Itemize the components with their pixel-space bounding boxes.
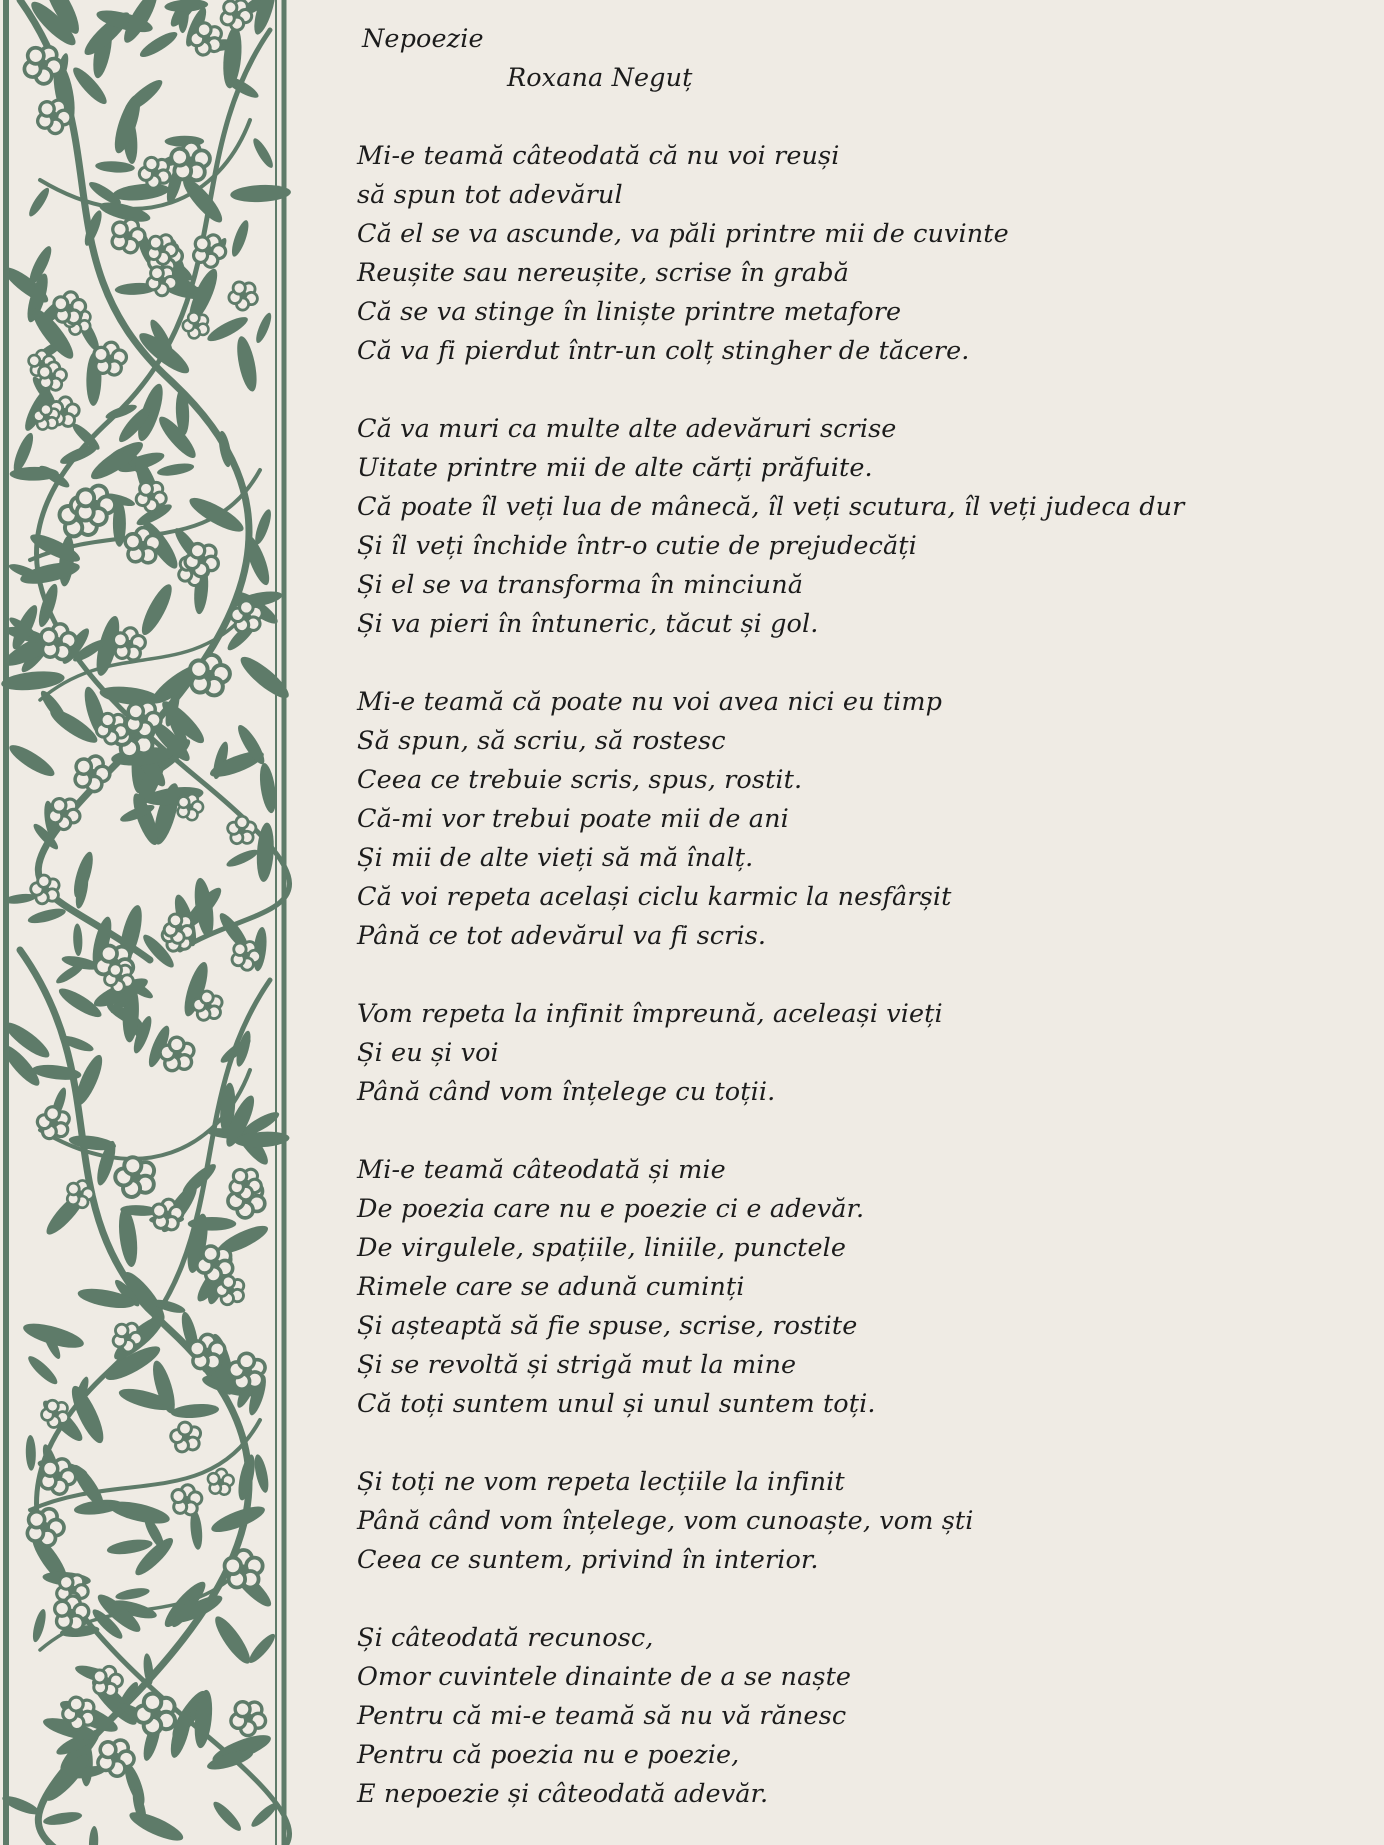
- poem-line: Mi-e teamă câteodată că nu voi reuși: [357, 141, 840, 171]
- poem-line: Omor cuvintele dinainte de a se naște: [357, 1662, 852, 1692]
- poem-line: Pentru că poezia nu e poezie,: [357, 1740, 740, 1770]
- poem-line: Reușite sau nereușite, scrise în grabă: [357, 258, 849, 288]
- stanza: [357, 410, 1357, 644]
- poem-line: Până când vom înțelege cu toții.: [357, 1077, 776, 1107]
- poem-line: E nepoezie și câteodată adevăr.: [357, 1779, 769, 1809]
- poem-line: Și mii de alte vieți să mă înalț.: [357, 843, 754, 873]
- poem-line: Până când vom înțelege, vom cunoaște, vom ști: [357, 1506, 974, 1536]
- stanza: [357, 1619, 1357, 1814]
- poem-line: Și așteaptă să fie spuse, scrise, rostite: [357, 1311, 858, 1341]
- stanza: [357, 1151, 1357, 1424]
- poem-line: Și va pieri în întuneric, tăcut și gol.: [357, 609, 819, 639]
- poem-line: De virgulele, spațiile, liniile, punctele: [357, 1233, 847, 1263]
- floral-vine-border-icon: [0, 0, 296, 1845]
- poem-line: Și toți ne vom repeta lecțiile la infinit: [357, 1467, 845, 1497]
- poem-line: să spun tot adevărul: [357, 180, 623, 210]
- poem-line: Că toți suntem unul și unul suntem toți.: [357, 1389, 876, 1419]
- poem-line: Că va fi pierdut într-un colț stingher de tăcere.: [357, 336, 970, 366]
- poem: [357, 14, 1357, 1814]
- stanza: [357, 683, 1357, 956]
- poem-author: Roxana Neguț: [507, 63, 693, 93]
- poem-line: Și câteodată recunosc,: [357, 1623, 654, 1653]
- stanza: [357, 995, 1357, 1112]
- poem-body: [357, 137, 1357, 1814]
- poem-line: Și se revoltă și strigă mut la mine: [357, 1350, 797, 1380]
- poem-line: Vom repeta la infinit împreună, aceleași vieți: [357, 999, 943, 1029]
- poem-line: Ceea ce trebuie scris, spus, rostit.: [357, 765, 803, 795]
- poem-line: Și îl veți închide într-o cutie de prejudecăți: [357, 531, 917, 561]
- poem-line: Pentru că mi-e teamă să nu vă rănesc: [357, 1701, 847, 1731]
- floral-border: [0, 0, 296, 1845]
- poem-line: Uitate printre mii de alte cărți prăfuite.: [357, 453, 873, 483]
- poem-line: Că voi repeta același ciclu karmic la nesfârșit: [357, 882, 952, 912]
- poem-line: Că va muri ca multe alte adevăruri scrise: [357, 414, 897, 444]
- poem-line: Să spun, să scriu, să rostesc: [357, 726, 726, 756]
- stanza: [357, 1463, 1357, 1580]
- poem-line: Și eu și voi: [357, 1038, 499, 1068]
- poem-line: Că se va stinge în liniște printre metafore: [357, 297, 902, 327]
- poem-line: Până ce tot adevărul va fi scris.: [357, 921, 767, 951]
- stanza: [357, 137, 1357, 371]
- poem-line: Că el se va ascunde, va păli printre mii de cuvinte: [357, 219, 1009, 249]
- poem-line: Rimele care se adună cuminți: [357, 1272, 745, 1302]
- poem-title: Nepoezie: [362, 24, 484, 54]
- poem-line: Mi-e teamă că poate nu voi avea nici eu timp: [357, 687, 943, 717]
- poem-line: Ceea ce suntem, privind în interior.: [357, 1545, 819, 1575]
- poem-line: Că-mi vor trebui poate mii de ani: [357, 804, 789, 834]
- poem-line: Că poate îl veți lua de mânecă, îl veți scutura, îl veți judeca dur: [357, 492, 1185, 522]
- poem-line: Mi-e teamă câteodată și mie: [357, 1155, 726, 1185]
- poem-line: Și el se va transforma în minciună: [357, 570, 804, 600]
- poem-line: De poezia care nu e poezie ci e adevăr.: [357, 1194, 865, 1224]
